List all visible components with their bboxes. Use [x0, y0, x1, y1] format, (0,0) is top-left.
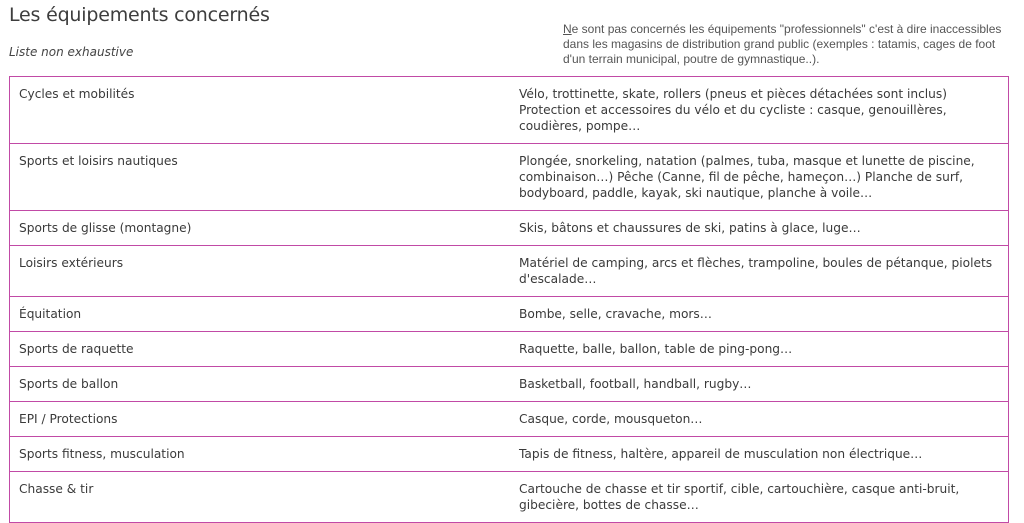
- items-cell: Vélo, trottinette, skate, rollers (pneus et pièces détachées sont inclus) Protection et accessoires du vélo et du cycliste : casque, genouillères, coudières, pompe…: [510, 77, 1009, 144]
- category-cell: Chasse & tir: [10, 472, 511, 523]
- note-first-letter: N: [563, 22, 572, 36]
- items-cell: Bombe, selle, cravache, mors…: [510, 297, 1009, 332]
- category-cell: Sports fitness, musculation: [10, 437, 511, 472]
- category-cell: Cycles et mobilités: [10, 77, 511, 144]
- table-row: [10, 211, 1009, 246]
- table-row: [10, 77, 1009, 144]
- equipment-table: [9, 76, 1009, 523]
- category-cell: Sports de glisse (montagne): [10, 211, 511, 246]
- items-cell: Matériel de camping, arcs et flèches, trampoline, boules de pétanque, piolets d'escalade…: [510, 246, 1009, 297]
- items-cell: Tapis de fitness, haltère, appareil de musculation non électrique…: [510, 437, 1009, 472]
- items-cell: Cartouche de chasse et tir sportif, cible, cartouchière, casque anti-bruit, gibecière, bottes de chasse…: [510, 472, 1009, 523]
- table-row: [10, 297, 1009, 332]
- table-row: [10, 472, 1009, 523]
- table-row: [10, 332, 1009, 367]
- items-cell: Basketball, football, handball, rugby…: [510, 367, 1009, 402]
- table-row: [10, 144, 1009, 211]
- table-row: [10, 367, 1009, 402]
- category-cell: Équitation: [10, 297, 511, 332]
- page-subtitle: Liste non exhaustive: [9, 45, 134, 59]
- category-cell: EPI / Protections: [10, 402, 511, 437]
- page-title: Les équipements concernés: [9, 4, 270, 26]
- items-cell: Raquette, balle, ballon, table de ping-pong…: [510, 332, 1009, 367]
- exclusion-note: [563, 22, 1003, 67]
- table-row: [10, 437, 1009, 472]
- table-row: [10, 246, 1009, 297]
- items-cell: Plongée, snorkeling, natation (palmes, tuba, masque et lunette de piscine, combinaison…) Pêche (Canne, fil de pêche, hameçon…) Planche de surf, bodyboard, paddle, kayak, ski nautique, planche à voile…: [510, 144, 1009, 211]
- category-cell: Loisirs extérieurs: [10, 246, 511, 297]
- table-row: [10, 402, 1009, 437]
- note-text: e sont pas concernés les équipements "professionnels" c'est à dire inaccessibles dans les magasins de distribution grand public (exemples : tatamis, cages de foot d'un terrain municipal, poutre de gymnastique..).: [563, 22, 1002, 66]
- items-cell: Skis, bâtons et chaussures de ski, patins à glace, luge…: [510, 211, 1009, 246]
- category-cell: Sports et loisirs nautiques: [10, 144, 511, 211]
- category-cell: Sports de ballon: [10, 367, 511, 402]
- items-cell: Casque, corde, mousqueton…: [510, 402, 1009, 437]
- category-cell: Sports de raquette: [10, 332, 511, 367]
